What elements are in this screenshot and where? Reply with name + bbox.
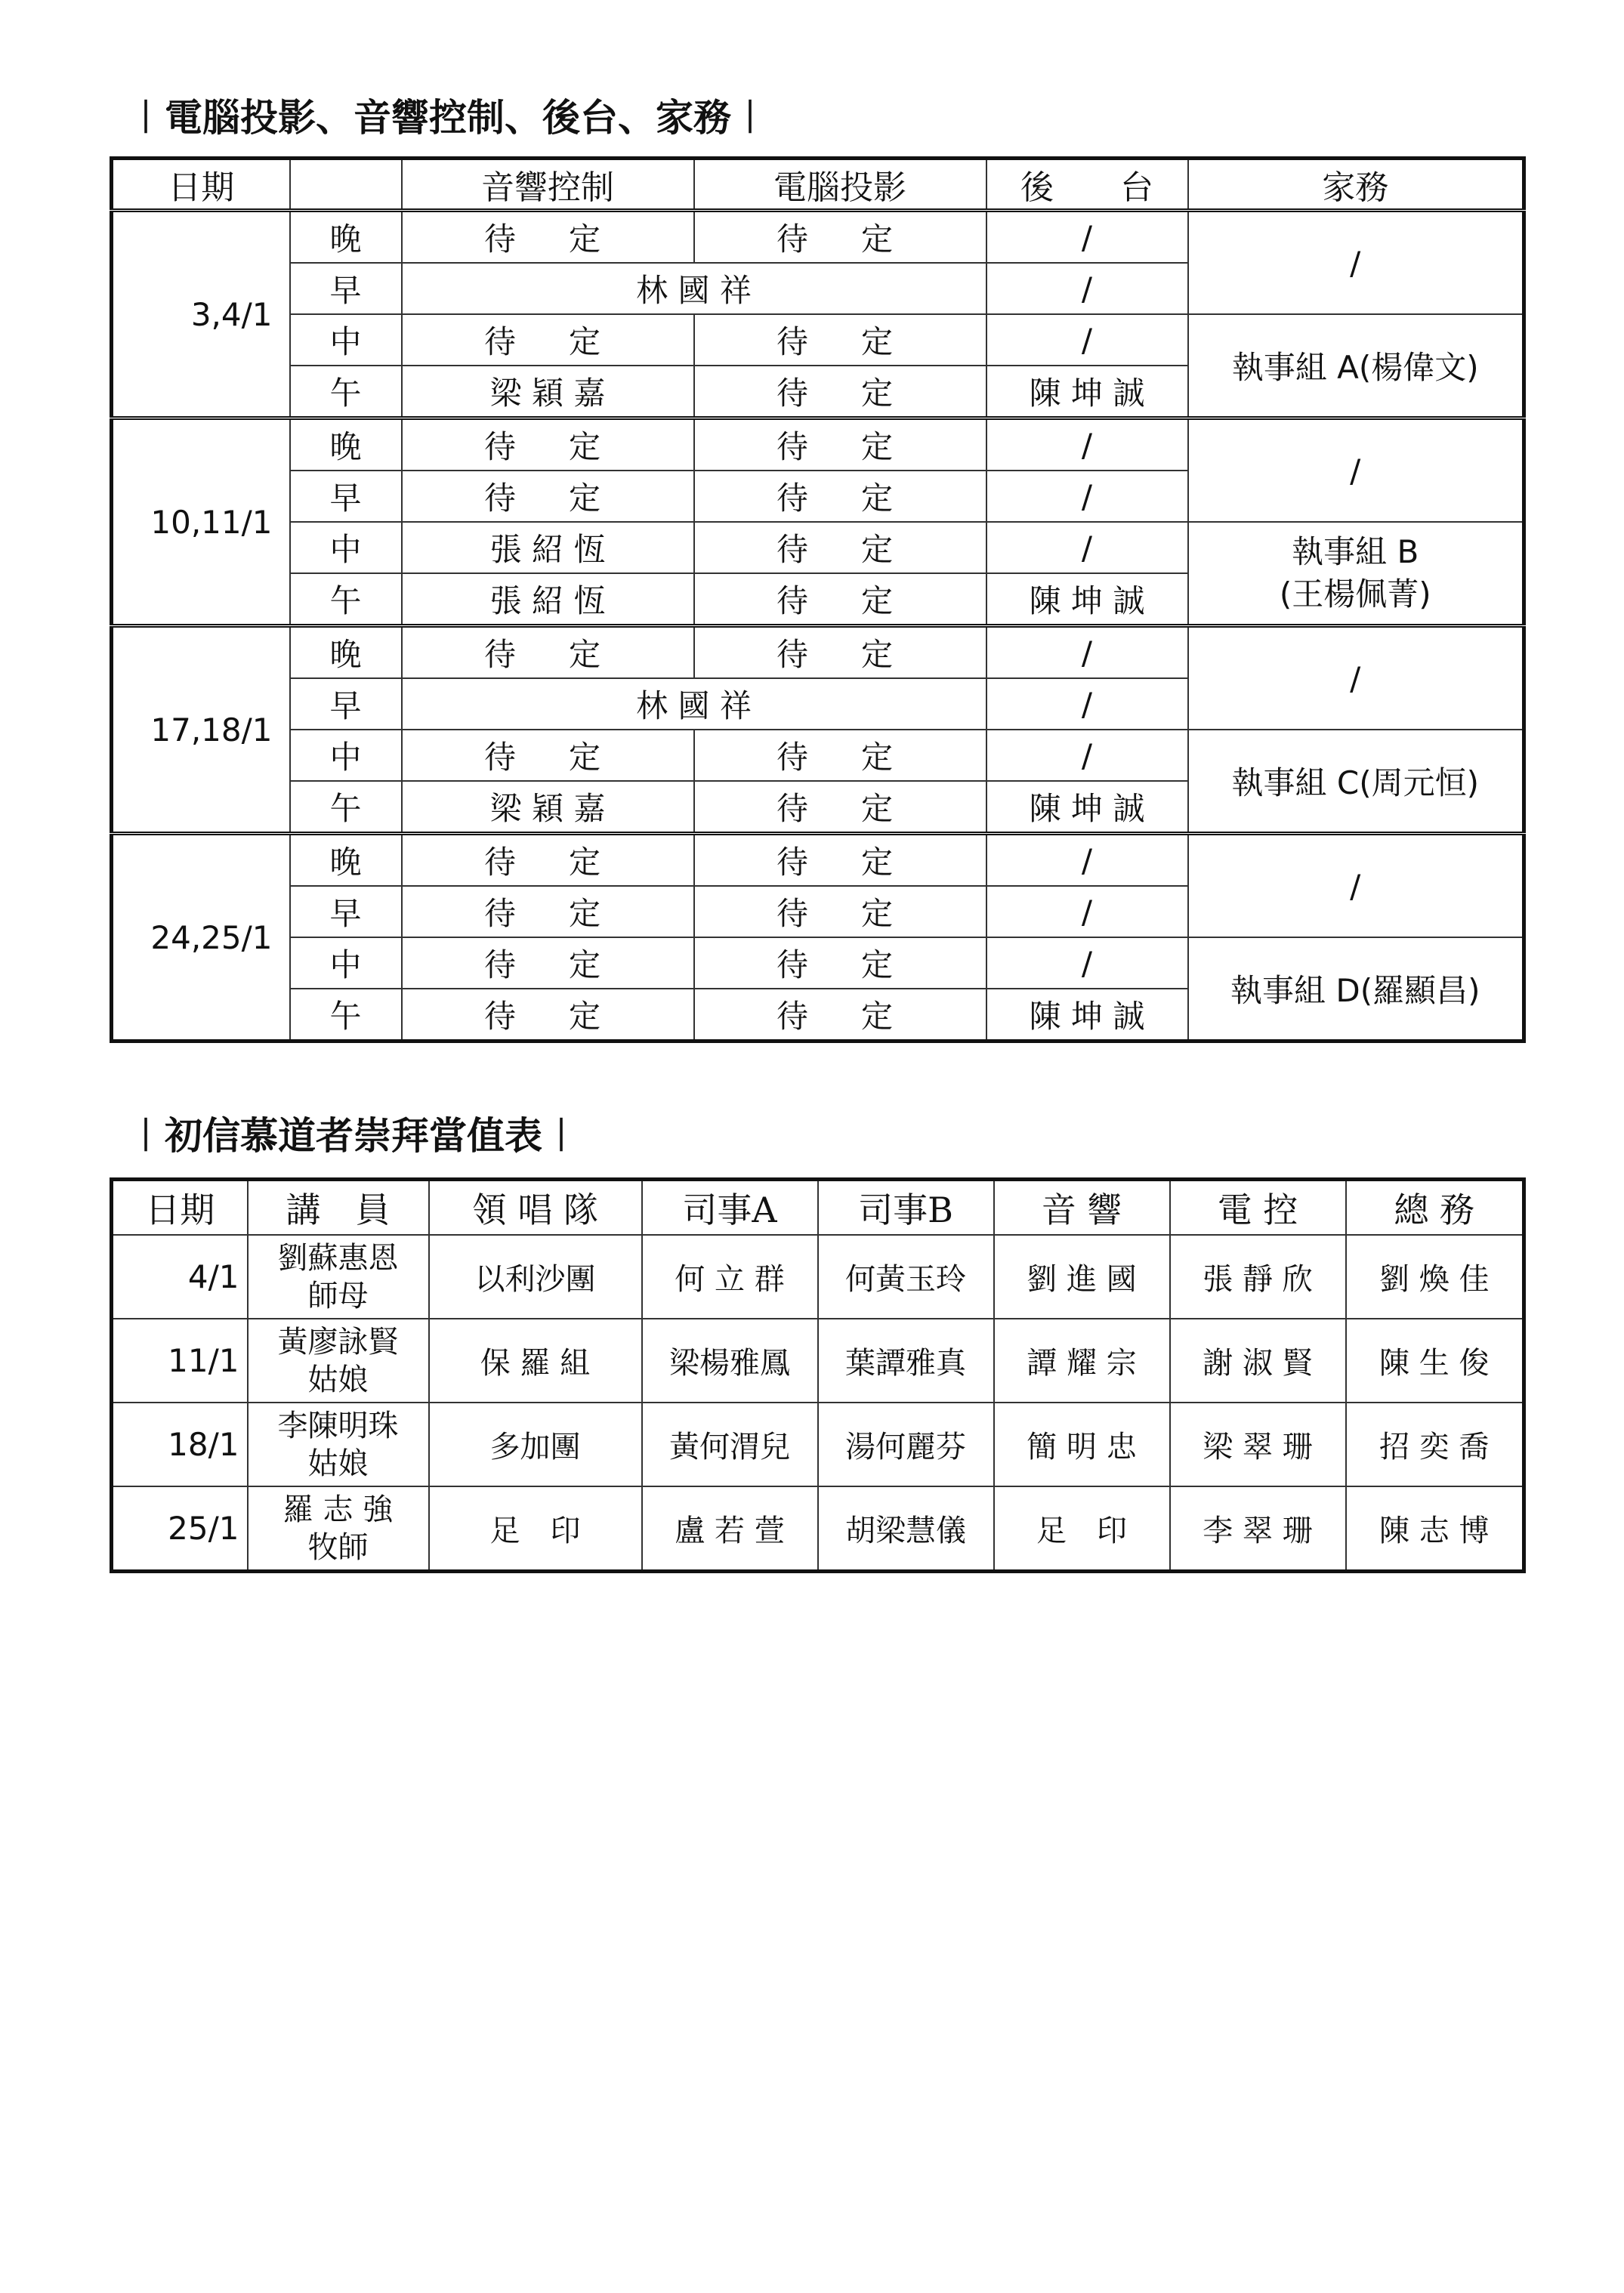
choir-cell: 以利沙團: [429, 1235, 642, 1319]
audio-cell: 譚 耀 宗: [994, 1319, 1170, 1403]
speaker-name: 劉蘇惠恩: [277, 1240, 399, 1276]
speaker-name: 黃廖詠賢: [277, 1324, 399, 1359]
header-audio: 音 響: [994, 1180, 1170, 1236]
household-line-1: 執事組 B: [1292, 533, 1419, 570]
group-date: 17,18/1: [112, 626, 290, 834]
backstage-cell: /: [986, 834, 1188, 887]
projection-cell: 待 定: [694, 989, 986, 1042]
projection-cell: 待 定: [694, 471, 986, 522]
control-cell: 李 翠 珊: [1170, 1486, 1346, 1572]
audio-cell: 待 定: [402, 937, 694, 989]
table-row: [112, 314, 1524, 366]
slot-cell: 午: [290, 573, 402, 626]
slot-cell: 早: [290, 886, 402, 937]
household-cell: [1188, 522, 1524, 626]
backstage-cell: /: [986, 626, 1188, 679]
usher-a-cell: 梁楊雅鳳: [642, 1319, 818, 1403]
slot-cell: 中: [290, 314, 402, 366]
slot-cell: 早: [290, 678, 402, 730]
projection-cell: 待 定: [694, 834, 986, 887]
table-row: [112, 626, 1524, 679]
audio-cell: 梁 穎 嘉: [402, 781, 694, 834]
speaker-cell: [248, 1403, 429, 1486]
household-cell: /: [1188, 418, 1524, 523]
projection-cell: 待 定: [694, 522, 986, 573]
general-cell: 劉 煥 佳: [1346, 1235, 1524, 1319]
audio-cell: 待 定: [402, 989, 694, 1042]
date-group: [112, 834, 1524, 1042]
header-general: 總 務: [1346, 1180, 1524, 1236]
backstage-cell: /: [986, 886, 1188, 937]
projection-cell: 待 定: [694, 937, 986, 989]
table-row: [112, 834, 1524, 887]
audio-cell: 待 定: [402, 314, 694, 366]
speaker-title: 師母: [307, 1278, 369, 1313]
backstage-cell: /: [986, 678, 1188, 730]
audio-cell: 張 紹 恆: [402, 522, 694, 573]
table-row: [112, 937, 1524, 989]
general-cell: 陳 志 博: [1346, 1486, 1524, 1572]
backstage-cell: /: [986, 263, 1188, 314]
choir-cell: 保 羅 組: [429, 1319, 642, 1403]
projection-cell: 待 定: [694, 886, 986, 937]
speaker-cell: [248, 1486, 429, 1572]
group-date: 24,25/1: [112, 834, 290, 1042]
speaker-title: 姑娘: [307, 1446, 369, 1481]
usher-b-cell: 胡梁慧儀: [818, 1486, 994, 1572]
audio-cell: 待 定: [402, 211, 694, 264]
slot-cell: 午: [290, 989, 402, 1042]
header-household: 家務: [1188, 159, 1524, 211]
backstage-cell: /: [986, 937, 1188, 989]
usher-b-cell: 何黃玉玲: [818, 1235, 994, 1319]
audio-cell: 待 定: [402, 730, 694, 781]
speaker-name: 羅 志 強: [283, 1492, 394, 1527]
usher-a-cell: 何 立 群: [642, 1235, 818, 1319]
general-cell: 招 奕 喬: [1346, 1403, 1524, 1486]
slot-cell: 午: [290, 366, 402, 418]
audio-cell: 劉 進 國: [994, 1235, 1170, 1319]
header-speaker: 講 員: [248, 1180, 429, 1236]
backstage-cell: 陳 坤 誠: [986, 781, 1188, 834]
header-choir: 領 唱 隊: [429, 1180, 642, 1236]
projection-cell: 待 定: [694, 781, 986, 834]
date-group: [112, 211, 1524, 418]
backstage-cell: /: [986, 418, 1188, 471]
date-cell: 25/1: [112, 1486, 248, 1572]
usher-a-cell: 盧 若 萱: [642, 1486, 818, 1572]
backstage-cell: /: [986, 211, 1188, 264]
control-cell: 梁 翠 珊: [1170, 1403, 1346, 1486]
slot-cell: 午: [290, 781, 402, 834]
table-row: [112, 1235, 1524, 1319]
choir-cell: 多加團: [429, 1403, 642, 1486]
control-cell: 張 靜 欣: [1170, 1235, 1346, 1319]
worship-duty-title: ︱初信慕道者崇拜當值表︱: [127, 1113, 580, 1158]
group-date: 10,11/1: [112, 418, 290, 626]
slot-cell: 中: [290, 937, 402, 989]
projection-cell: 待 定: [694, 418, 986, 471]
table-row: [112, 1319, 1524, 1403]
household-cell: 執事組 D(羅顯昌): [1188, 937, 1524, 1042]
date-group: [112, 626, 1524, 834]
speaker-cell: [248, 1235, 429, 1319]
audio-cell: 簡 明 忠: [994, 1403, 1170, 1486]
table-header-row: [112, 159, 1524, 211]
household-cell: 執事組 C(周元恒): [1188, 730, 1524, 834]
table-row: [112, 522, 1524, 573]
slot-cell: 中: [290, 730, 402, 781]
slot-cell: 晚: [290, 418, 402, 471]
projection-cell: 待 定: [694, 573, 986, 626]
speaker-cell: [248, 1319, 429, 1403]
header-usher-b: 司事B: [818, 1180, 994, 1236]
audio-cell: 待 定: [402, 471, 694, 522]
projection-cell: 待 定: [694, 314, 986, 366]
schedule-title: ︱電腦投影、音響控制、後台、家務︱: [127, 95, 769, 140]
slot-cell: 早: [290, 263, 402, 314]
header-projection: 電腦投影: [694, 159, 986, 211]
header-control: 電 控: [1170, 1180, 1346, 1236]
household-cell: /: [1188, 626, 1524, 730]
projection-cell: 待 定: [694, 626, 986, 679]
date-cell: 11/1: [112, 1319, 248, 1403]
slot-cell: 中: [290, 522, 402, 573]
audio-cell: 梁 穎 嘉: [402, 366, 694, 418]
table-row: [112, 730, 1524, 781]
audio-cell: 待 定: [402, 626, 694, 679]
worship-duty-table: [110, 1177, 1526, 1573]
backstage-cell: /: [986, 730, 1188, 781]
date-cell: 4/1: [112, 1235, 248, 1319]
header-audio: 音響控制: [402, 159, 694, 211]
backstage-cell: /: [986, 522, 1188, 573]
speaker-title: 姑娘: [307, 1362, 369, 1397]
projection-cell: 待 定: [694, 730, 986, 781]
household-cell: /: [1188, 211, 1524, 315]
duty-schedule-table: [110, 156, 1526, 1043]
slot-cell: 早: [290, 471, 402, 522]
merged-audio-projection-cell: 林 國 祥: [402, 678, 986, 730]
header-backstage: 後 台: [986, 159, 1188, 211]
audio-cell: 待 定: [402, 886, 694, 937]
slot-cell: 晚: [290, 626, 402, 679]
audio-cell: 待 定: [402, 834, 694, 887]
general-cell: 陳 生 俊: [1346, 1319, 1524, 1403]
usher-b-cell: 葉譚雅真: [818, 1319, 994, 1403]
household-cell: 執事組 A(楊偉文): [1188, 314, 1524, 418]
household-cell: /: [1188, 834, 1524, 938]
table-header-row: [112, 1180, 1524, 1236]
table-row: [112, 1403, 1524, 1486]
backstage-cell: 陳 坤 誠: [986, 366, 1188, 418]
backstage-cell: /: [986, 471, 1188, 522]
household-line-2: (王楊佩菁): [1279, 576, 1431, 613]
header-date: 日期: [112, 159, 290, 211]
speaker-title: 牧師: [307, 1529, 369, 1565]
table-row: [112, 1486, 1524, 1572]
choir-cell: 足 印: [429, 1486, 642, 1572]
header-date: 日期: [112, 1180, 248, 1236]
date-group: [112, 418, 1524, 626]
header-usher-a: 司事A: [642, 1180, 818, 1236]
header-slot: [290, 159, 402, 211]
backstage-cell: 陳 坤 誠: [986, 573, 1188, 626]
usher-b-cell: 湯何麗芬: [818, 1403, 994, 1486]
merged-audio-projection-cell: 林 國 祥: [402, 263, 986, 314]
control-cell: 謝 淑 賢: [1170, 1319, 1346, 1403]
speaker-name: 李陳明珠: [277, 1408, 399, 1443]
backstage-cell: /: [986, 314, 1188, 366]
date-cell: 18/1: [112, 1403, 248, 1486]
projection-cell: 待 定: [694, 366, 986, 418]
slot-cell: 晚: [290, 834, 402, 887]
projection-cell: 待 定: [694, 211, 986, 264]
table-row: [112, 418, 1524, 471]
group-date: 3,4/1: [112, 211, 290, 418]
audio-cell: 待 定: [402, 418, 694, 471]
usher-a-cell: 黃何渭兒: [642, 1403, 818, 1486]
audio-cell: 足 印: [994, 1486, 1170, 1572]
backstage-cell: 陳 坤 誠: [986, 989, 1188, 1042]
slot-cell: 晚: [290, 211, 402, 264]
audio-cell: 張 紹 恆: [402, 573, 694, 626]
table-row: [112, 211, 1524, 264]
